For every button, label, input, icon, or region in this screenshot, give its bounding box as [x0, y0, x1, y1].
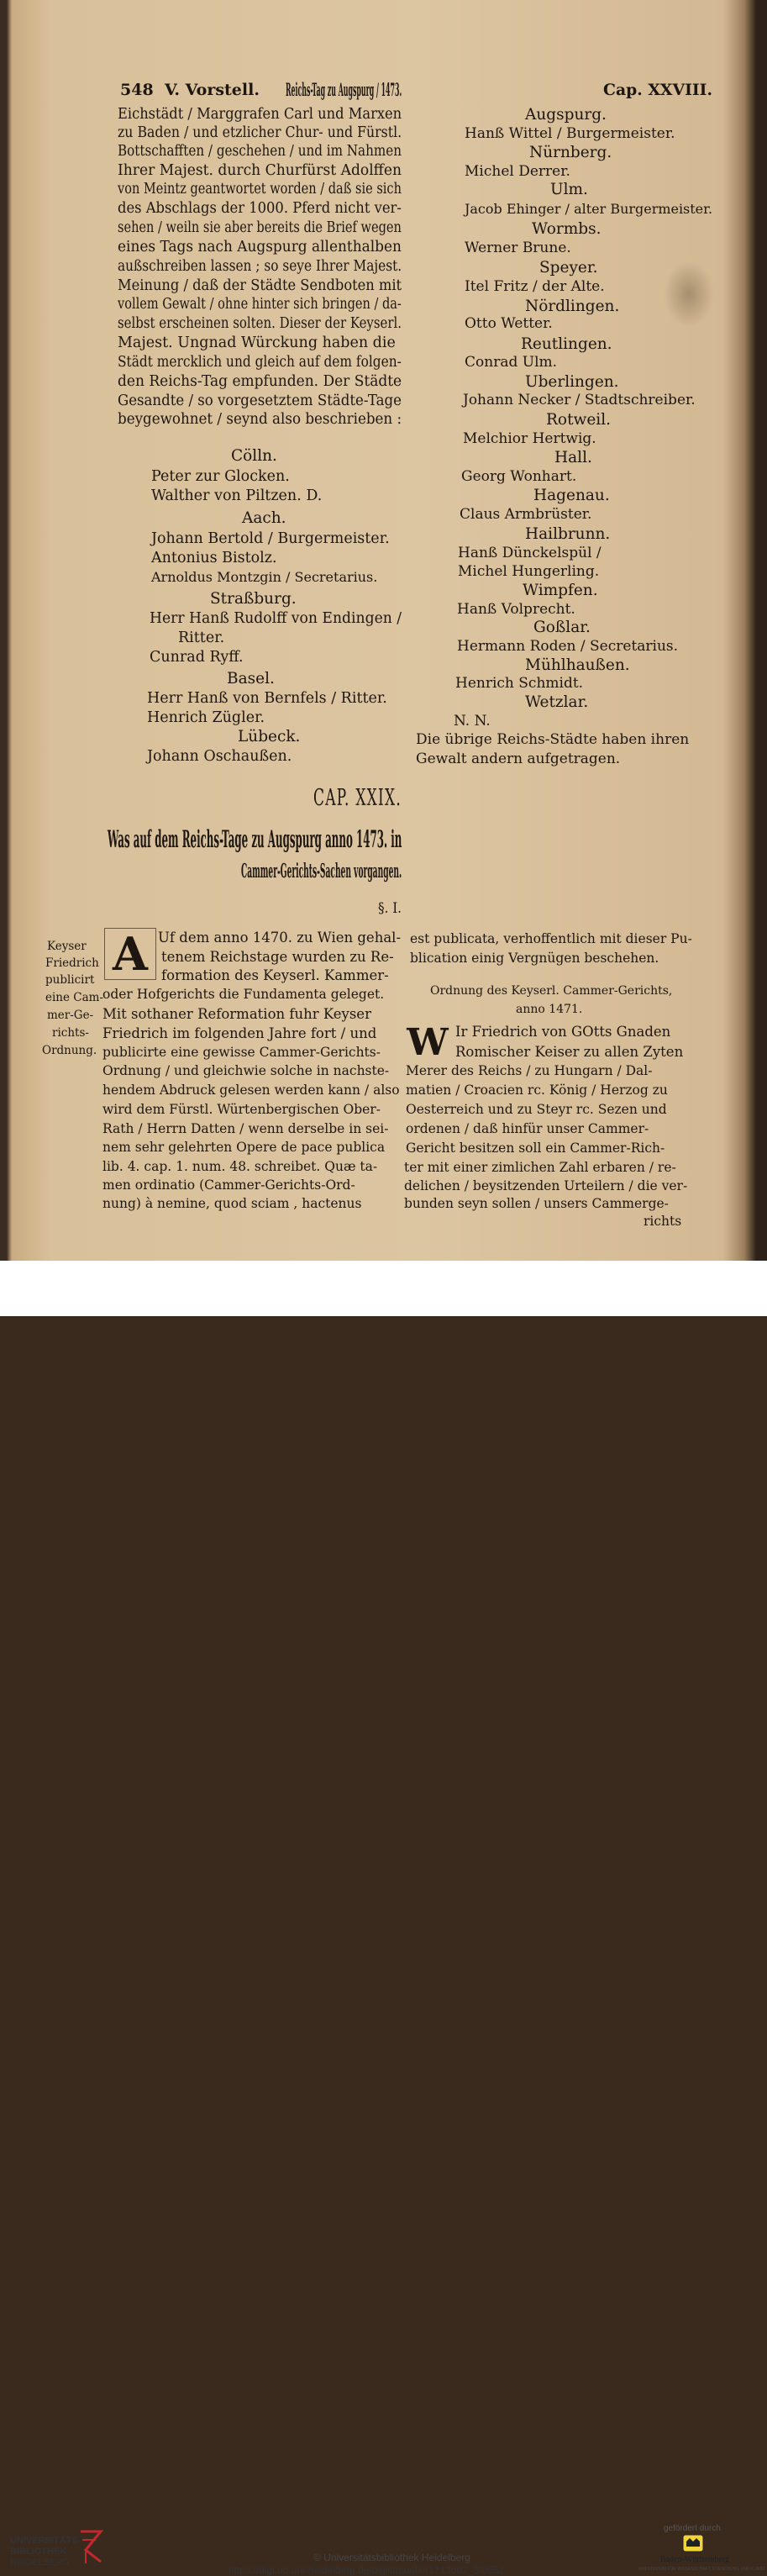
envoy-name: Georg Wonhart. — [461, 468, 577, 485]
funder-name: Baden-Württemberg — [660, 2555, 730, 2564]
viewer-footer — [0, 1261, 767, 2576]
city-heading: Nürnberg. — [529, 144, 612, 161]
scanned-page — [0, 0, 767, 1261]
margin-line: mer-Ge- — [47, 1009, 94, 1022]
city-heading: Cölln. — [231, 447, 277, 465]
envoy-name: Johann Bertold / Burgermeister. — [151, 530, 390, 547]
text-line: Ordnung / und gleichwie solche in nachste- — [102, 1063, 390, 1078]
text-line: matien / Croacien rc. König / Herzog zu — [406, 1083, 668, 1098]
text-line: bunden seyn sollen / unsers Cammerge- — [404, 1196, 669, 1211]
text-line: tenem Reichstage wurden zu Re- — [161, 949, 394, 965]
chapter-title: Was auf dem Reichs-Tage zu Augspurg anno 1473. in — [108, 825, 402, 853]
envoy-name: N. N. — [454, 713, 491, 730]
envoy-name: Conrad Ulm. — [465, 354, 558, 371]
envoy-name: Walther von Piltzen. D. — [151, 487, 323, 504]
text-line: Majest. Ungnad Würckung haben die — [118, 335, 396, 351]
envoy-name: Michel Hungerling. — [458, 563, 600, 580]
text-line: delichen / beysitzenden Urteilern / die ver- — [404, 1178, 688, 1193]
running-title: Reichs-Tag zu Augspurg / 1473. — [286, 79, 402, 100]
text-line: Ir Friedrich von GOtts Gnaden — [455, 1024, 671, 1040]
margin-line: eine Cam- — [45, 991, 104, 1004]
margin-line: Friedrich — [45, 956, 99, 970]
header-part: V. Vorstell. — [165, 81, 260, 99]
baden-wuerttemberg-crest-icon[interactable] — [680, 2531, 706, 2553]
envoy-name: Hanß Dünckelspül / — [458, 545, 602, 561]
text-line: vollem Gewalt / ohne hinter sich bringen / da- — [118, 296, 402, 313]
envoy-name: Arnoldus Montzgin / Secretarius. — [151, 569, 378, 585]
library-name-line: HEIDELBERG — [10, 2558, 70, 2568]
text-line: Städt mercklich und gleich auf dem folgen- — [118, 354, 402, 371]
text-line: Merer des Reichs / zu Hungarn / Dal- — [406, 1063, 653, 1078]
envoy-name: Jacob Ehinger / alter Burgermeister. — [465, 201, 713, 217]
envoy-name: Hanß Volprecht. — [457, 601, 575, 618]
envoy-name: Itel Fritz / der Alte. — [465, 278, 605, 295]
ordnung-year: anno 1471. — [516, 1003, 583, 1016]
envoy-name: Henrich Schmidt. — [455, 675, 584, 692]
text-line: publicirte eine gewisse Cammer-Gerichts- — [102, 1045, 381, 1060]
text-line: des Abschlags der 1000. Pferd nicht ver- — [118, 200, 402, 217]
text-line: selbst erscheinen solten. Dieser der Keyserl. — [118, 315, 402, 332]
envoy-name: Henrich Zügler. — [147, 709, 265, 726]
envoy-name: Michel Derrer. — [465, 163, 570, 180]
text-line: Uf dem anno 1470. zu Wien gehal- — [158, 930, 402, 946]
city-heading: Ulm. — [550, 181, 588, 198]
envoy-name: Werner Brune. — [465, 240, 571, 256]
margin-line: richts- — [52, 1026, 89, 1040]
section-mark: §. I. — [378, 900, 402, 917]
chapter-title-line-2: Cammer-Gerichts-Sachen vorgangen. — [241, 860, 402, 882]
city-heading: Augspurg. — [525, 106, 607, 124]
city-heading: Goßlar. — [533, 619, 591, 636]
text-line: blication einig Vergnügen beschehen. — [410, 951, 659, 966]
envoy-name: Peter zur Glocken. — [151, 468, 290, 485]
envoy-name: Johann Oschaußen. — [147, 748, 292, 765]
city-heading: Nördlingen. — [525, 298, 620, 315]
drop-cap-initial: A — [104, 928, 156, 980]
city-heading: Reutlingen. — [521, 335, 612, 353]
permalink-url[interactable]: https://digi.ub.uni-heidelberg.de/diglit/mueller1713bd2_3/0552 — [229, 2564, 505, 2576]
text-line: nung) à nemine, quod sciam , hactenus — [102, 1196, 362, 1211]
copyright-notice: © Universitätsbibliothek Heidelberg — [313, 2552, 470, 2563]
city-heading: Hagenau. — [533, 487, 610, 504]
text-line: lib. 4. cap. 1. num. 48. schreibet. Quæ ta- — [102, 1159, 378, 1174]
city-heading: Basel. — [227, 670, 275, 687]
envoy-name: Herr Hanß Rudolff von Endingen / — [150, 610, 402, 627]
margin-line: Keyser — [47, 940, 87, 953]
city-heading: Speyer. — [539, 259, 598, 277]
chapter-number: CAP. XXIX. — [313, 785, 402, 811]
text-line: Rath / Herrn Datten / wenn derselbe in sei- — [102, 1121, 389, 1136]
text-line: wird dem Fürstl. Würtenbergischen Ober- — [102, 1102, 381, 1117]
text-line: Mit sothaner Reformation fuhr Keyser — [102, 1006, 371, 1022]
funded-by-label: gefördert durch — [664, 2524, 721, 2533]
envoy-name: Ritter. — [178, 630, 225, 646]
text-line: oder Hofgerichts die Fundamenta geleget. — [102, 987, 385, 1002]
text-line: est publicata, verhoffentlich mit dieser Pu- — [410, 931, 692, 946]
envoy-name: Johann Necker / Stadtschreiber. — [463, 392, 696, 408]
city-heading: Wimpfen. — [523, 582, 598, 599]
university-library-logo-icon[interactable] — [77, 2528, 106, 2565]
envoy-name: Cunrad Ryff. — [150, 649, 244, 666]
city-heading: Hall. — [554, 449, 592, 466]
envoy-name: Antonius Bistolz. — [151, 550, 277, 566]
text-line: den Reichs-Tag empfunden. Der Städte — [118, 373, 402, 390]
text-line: Gericht besitzen soll ein Cammer-Rich- — [406, 1140, 665, 1156]
text-line: zu Baden / und etzlicher Chur- und Fürstl. — [118, 124, 402, 141]
closing-note: Gewalt andern aufgetragen. — [416, 751, 621, 767]
envoy-name: Hermann Roden / Secretarius. — [457, 638, 679, 655]
ink-bleed-stain — [664, 261, 714, 328]
city-heading: Aach. — [242, 509, 286, 527]
text-line: nem sehr gelehrten Opere de pace publica — [102, 1140, 386, 1155]
text-line: men ordinatio (Cammer-Gerichts-Ord- — [102, 1177, 355, 1193]
text-line: Eichstädt / Marggrafen Carl und Marxen — [118, 106, 402, 123]
text-line: Ihrer Majest. durch Churfürst Adolffen — [118, 162, 402, 179]
envoy-name: Melchior Hertwig. — [463, 430, 596, 447]
text-line: Oesterreich und zu Steyr rc. Sezen und — [406, 1102, 667, 1117]
text-line: hendem Abdruck gelesen werden kann / also — [102, 1083, 400, 1098]
text-line: außschreiben lassen ; so seye Ihrer Majest. — [118, 258, 402, 275]
text-line: Meinung / daß der Städte Sendboten mit — [118, 277, 402, 294]
text-line: formation des Keyserl. Kammer- — [161, 967, 389, 983]
library-name-line: BIBLIOTHEK — [10, 2547, 67, 2557]
text-line: beygewohnet / seynd also beschrieben : — [118, 411, 402, 428]
envoy-name: Hanß Wittel / Burgermeister. — [465, 125, 675, 142]
envoy-name: Claus Armbrüster. — [460, 506, 592, 523]
city-heading: Mühlhaußen. — [525, 656, 630, 674]
text-line: sehen / weiln sie aber bereits die Brief wegen — [118, 219, 402, 236]
text-line: ter mit einer zimlichen Zahl erbaren / re- — [404, 1160, 676, 1175]
library-name-line: UNIVERSITÄTS- — [10, 2536, 81, 2546]
city-heading: Straßburg. — [210, 590, 297, 608]
text-line: eines Tags nach Augspurg allenthalben — [118, 239, 402, 255]
margin-line: Ordnung. — [42, 1044, 97, 1057]
city-heading: Wetzlar. — [525, 693, 589, 711]
text-line: Friedrich im folgenden Jahre fort / und — [102, 1025, 377, 1041]
page-number: 548 — [120, 81, 154, 99]
drop-cap-initial: W — [407, 1021, 449, 1064]
ordnung-title: Ordnung des Keyserl. Cammer-Gerichts, — [430, 984, 673, 998]
catchword: richts — [644, 1214, 682, 1229]
margin-line: publicirt — [45, 973, 95, 987]
text-line: Gesandte / so vorgesetztem Städte-Tage — [118, 392, 402, 409]
city-heading: Uberlingen. — [525, 373, 619, 391]
header-chapter: Cap. XXVIII. — [603, 81, 713, 99]
city-heading: Rotweil. — [546, 411, 611, 429]
funder-ministry: MINISTERIUM FÜR WISSENSCHAFT, FORSCHUNG UND KUNST — [638, 2567, 765, 2572]
city-heading: Hailbrunn. — [525, 525, 611, 543]
city-heading: Lübeck. — [238, 728, 301, 745]
text-line: Bottschafften / geschehen / und im Nahmen — [118, 143, 402, 160]
envoy-name: Otto Wetter. — [465, 315, 553, 332]
text-line: ordenen / daß hinfür unser Cammer- — [406, 1121, 649, 1136]
text-line: Romischer Keiser zu allen Zyten — [455, 1044, 684, 1060]
closing-note: Die übrige Reichs-Städte haben ihren — [416, 731, 690, 748]
envoy-name: Herr Hanß von Bernfels / Ritter. — [147, 690, 387, 707]
city-heading: Wormbs. — [532, 220, 602, 238]
text-line: von Meintz geantwortet worden / daß sie sich — [118, 181, 402, 198]
